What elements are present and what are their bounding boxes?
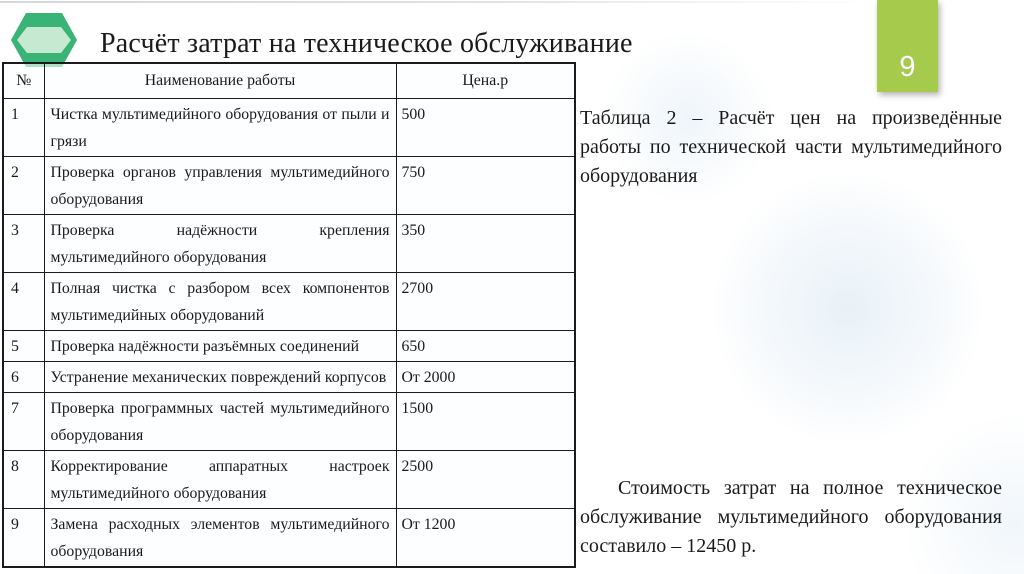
work-name: Проверка надёжности разъёмных соединений — [44, 330, 396, 361]
table-row — [3, 272, 575, 330]
work-name: Проверка программных частей мультимедийного оборудования — [44, 392, 396, 450]
row-number: 8 — [3, 450, 44, 508]
work-price: 1500 — [396, 392, 575, 450]
row-number: 5 — [3, 330, 44, 361]
table-row — [3, 392, 575, 450]
work-name: Устранение механических повреждений корпусов — [44, 361, 396, 392]
page-number: 9 — [899, 51, 916, 83]
work-price: 650 — [396, 330, 575, 361]
header-work-name: Наименование работы — [44, 63, 396, 98]
row-number: 7 — [3, 392, 44, 450]
row-number: 2 — [3, 156, 44, 214]
page-number-box — [877, 0, 938, 92]
page-title: Расчёт затрат на техническое обслуживание — [100, 28, 633, 59]
work-price: От 2000 — [396, 361, 575, 392]
work-name: Замена расходных элементов мультимедийного оборудования — [44, 508, 396, 567]
table-caption: Таблица 2 – Расчёт цен на произведённые работы по технической части мультимедийного оборудования — [580, 107, 1002, 187]
cost-table — [2, 62, 576, 568]
work-price: От 1200 — [396, 508, 575, 567]
hexagon-inner-shape — [17, 27, 71, 53]
work-name: Проверка надёжности крепления мультимедийного оборудования — [44, 214, 396, 272]
row-number: 4 — [3, 272, 44, 330]
table-header-row — [3, 63, 575, 98]
row-number: 1 — [3, 98, 44, 156]
header-price: Цена.р — [396, 63, 575, 98]
row-number: 6 — [3, 361, 44, 392]
table-row — [3, 156, 575, 214]
table-row — [3, 450, 575, 508]
work-price: 750 — [396, 156, 575, 214]
row-number: 9 — [3, 508, 44, 567]
row-number: 3 — [3, 214, 44, 272]
work-name: Полная чистка с разбором всех компонентов мультимедийных оборудований — [44, 272, 396, 330]
work-price: 500 — [396, 98, 575, 156]
table-row — [3, 98, 575, 156]
work-price: 2500 — [396, 450, 575, 508]
header-number: № — [3, 63, 44, 98]
work-price: 350 — [396, 214, 575, 272]
work-name: Корректирование аппаратных настроек мультимедийного оборудования — [44, 450, 396, 508]
work-price: 2700 — [396, 272, 575, 330]
table-row — [3, 214, 575, 272]
table-row — [3, 361, 575, 392]
summary-text: Стоимость затрат на полное техническое обслуживание мультимедийного оборудования составило – 12450 р. — [580, 477, 1002, 557]
table-row — [3, 330, 575, 361]
work-name: Проверка органов управления мультимедийного оборудования — [44, 156, 396, 214]
hexagon-bullet-icon — [11, 13, 77, 67]
work-name: Чистка мультимедийного оборудования от пыли и грязи — [44, 98, 396, 156]
table-row — [3, 508, 575, 567]
top-divider-line — [0, 1, 875, 3]
